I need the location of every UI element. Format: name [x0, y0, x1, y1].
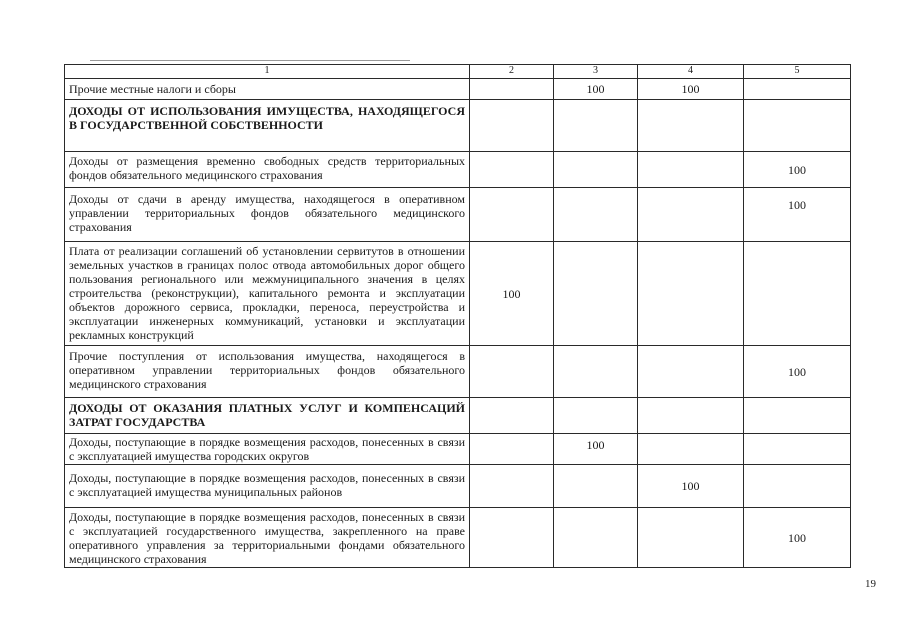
row-label: Доходы от размещения временно свободных средств территориальных фондов обязательного медицинского страхования	[65, 152, 470, 188]
row-cell-col3	[554, 152, 638, 188]
row-cell-col3	[554, 188, 638, 242]
row-cell-col2	[470, 508, 554, 568]
row-cell-col4	[638, 398, 744, 434]
section-heading: ДОХОДЫ ОТ ОКАЗАНИЯ ПЛАТНЫХ УСЛУГ И КОМПЕНСАЦИЙ ЗАТРАТ ГОСУДАРСТВА	[65, 398, 470, 434]
row-cell-col4: 100	[638, 79, 744, 100]
row-label: Доходы, поступающие в порядке возмещения расходов, понесенных в связи с эксплуатацией имущества городских округов	[65, 434, 470, 465]
row-cell-col5: 100	[744, 152, 851, 188]
revenue-table	[64, 64, 851, 568]
table-row	[65, 465, 851, 508]
table-row	[65, 434, 851, 465]
row-cell-col3	[554, 346, 638, 398]
row-cell-col4: 100	[638, 465, 744, 508]
row-cell-col5	[744, 465, 851, 508]
header-col-5: 5	[744, 65, 851, 79]
table-row	[65, 242, 851, 346]
page-number: 19	[865, 578, 876, 590]
header-col-3: 3	[554, 65, 638, 79]
table-section-row	[65, 100, 851, 152]
row-cell-col4	[638, 100, 744, 152]
row-cell-col3	[554, 242, 638, 346]
row-cell-col2	[470, 346, 554, 398]
row-cell-col2	[470, 152, 554, 188]
row-cell-col5	[744, 434, 851, 465]
header-col-1: 1	[65, 65, 470, 79]
row-cell-col2	[470, 398, 554, 434]
header-col-4: 4	[638, 65, 744, 79]
row-cell-col3	[554, 465, 638, 508]
table-row	[65, 508, 851, 568]
row-cell-col3	[554, 100, 638, 152]
row-cell-col2	[470, 434, 554, 465]
row-cell-col5	[744, 242, 851, 346]
row-cell-col5: 100	[744, 508, 851, 568]
row-cell-col5	[744, 398, 851, 434]
header-col-2: 2	[470, 65, 554, 79]
row-cell-col3	[554, 398, 638, 434]
row-cell-col2	[470, 188, 554, 242]
row-cell-col5: 100	[744, 346, 851, 398]
row-cell-col3: 100	[554, 79, 638, 100]
row-cell-col4	[638, 242, 744, 346]
row-label: Доходы, поступающие в порядке возмещения расходов, понесенных в связи с эксплуатацией имущества муниципальных районов	[65, 465, 470, 508]
table-row	[65, 188, 851, 242]
row-label: Прочие местные налоги и сборы	[65, 79, 470, 100]
table-row	[65, 346, 851, 398]
row-label: Плата от реализации соглашений об установлении сервитутов в отношении земельных участков в границах полос отвода автомобильных дорог общего пользования регионального или межмуниципального значения в целях строительства (реконструкции), капитального ремонта и эксплуатации объектов дорожного сервиса, прокладки, переноса, переустройства и эксплуатации инженерных коммуникаций, установки и эксплуатации рекламных конструкций	[65, 242, 470, 346]
table-row	[65, 152, 851, 188]
table-section-row	[65, 398, 851, 434]
row-cell-col2	[470, 79, 554, 100]
row-cell-col3: 100	[554, 434, 638, 465]
row-cell-col4	[638, 434, 744, 465]
row-cell-col4	[638, 508, 744, 568]
table-header-row	[65, 65, 851, 79]
row-cell-col2	[470, 100, 554, 152]
row-cell-col5	[744, 79, 851, 100]
row-cell-col3	[554, 508, 638, 568]
top-rule	[90, 60, 410, 61]
row-cell-col2: 100	[470, 242, 554, 346]
row-cell-col5	[744, 100, 851, 152]
row-cell-col4	[638, 188, 744, 242]
row-cell-col4	[638, 346, 744, 398]
row-label: Доходы, поступающие в порядке возмещения расходов, понесенных в связи с эксплуатацией государственного имущества, закрепленного на праве оперативного управления за территориальными фондами обязательного медицинского страхования	[65, 508, 470, 568]
row-cell-col4	[638, 152, 744, 188]
table-row	[65, 79, 851, 100]
row-cell-col5: 100	[744, 188, 851, 242]
row-cell-col2	[470, 465, 554, 508]
section-heading: ДОХОДЫ ОТ ИСПОЛЬЗОВАНИЯ ИМУЩЕСТВА, НАХОДЯЩЕГОСЯ В ГОСУДАРСТВЕННОЙ СОБСТВЕННОСТИ	[65, 100, 470, 152]
row-label: Прочие поступления от использования имущества, находящегося в оперативном управлении территориальных фондов обязательного медицинского страхования	[65, 346, 470, 398]
row-label: Доходы от сдачи в аренду имущества, находящегося в оперативном управлении территориальных фондов обязательного медицинского страхования	[65, 188, 470, 242]
